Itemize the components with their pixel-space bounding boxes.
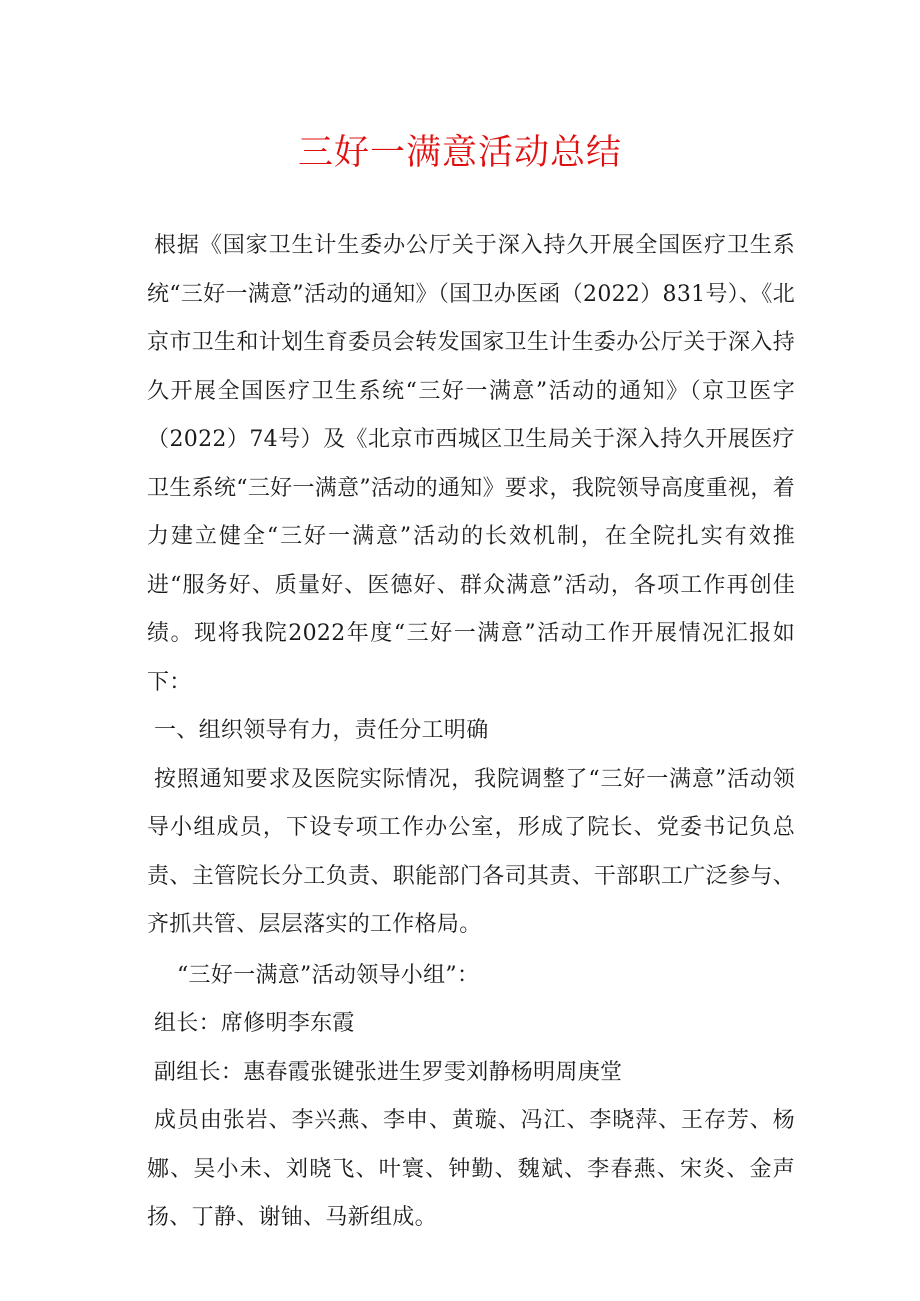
group-leader-line: 组长：席修明李东霞 [154, 1011, 355, 1036]
intro-paragraph: 根据《国家卫生计生委办公厅关于深入持久开展全国医疗卫生系统“三好一满意”活动的通知》（国卫办医函（2022）831号）、《北京市卫生和计划生育委员会转发国家卫生计生委办公厅关于深入持久开展全国医疗卫生系统“三好一满意”活动的通知》（京卫医字（2022）74号）及《北京市西城区卫生局关于深入持久开展医疗卫生系统“三好一满意”活动的通知》要求，我院领导高度重视，着力建立健全“三好一满意”活动的长效机制，在全院扎实有效推进“服务好、质量好、医德好、群众满意”活动，各项工作再创佳绩。现将我院2022年度“三好一满意”活动工作开展情况汇报如下： [147, 233, 795, 695]
document-body [147, 222, 795, 1243]
leading-group-title: “三好一满意”活动领导小组”： [177, 962, 480, 988]
org-paragraph: 按照通知要求及医院实际情况，我院调整了“三好一满意”活动领导小组成员，下设专项工作办公室，形成了院长、党委书记负总责、主管院长分工负责、职能部门各司其责、干部职工广泛参与、齐抓共管、层层落实的工作格局。 [147, 766, 795, 937]
members-paragraph: 成员由张岩、李兴燕、李申、黄璇、冯江、李晓萍、王存芳、杨娜、吴小未、刘晓飞、叶寰、钟勤、魏斌、李春燕、宋炎、金声扬、丁静、谢铀、马新组成。 [147, 1108, 795, 1230]
section-heading-1: 一、组织领导有力，责任分工明确 [154, 718, 489, 743]
document-title: 三好一满意活动总结 [297, 133, 622, 173]
deputy-leader-line: 副组长：惠春霞张键张进生罗雯刘静杨明周庚堂 [154, 1059, 623, 1085]
